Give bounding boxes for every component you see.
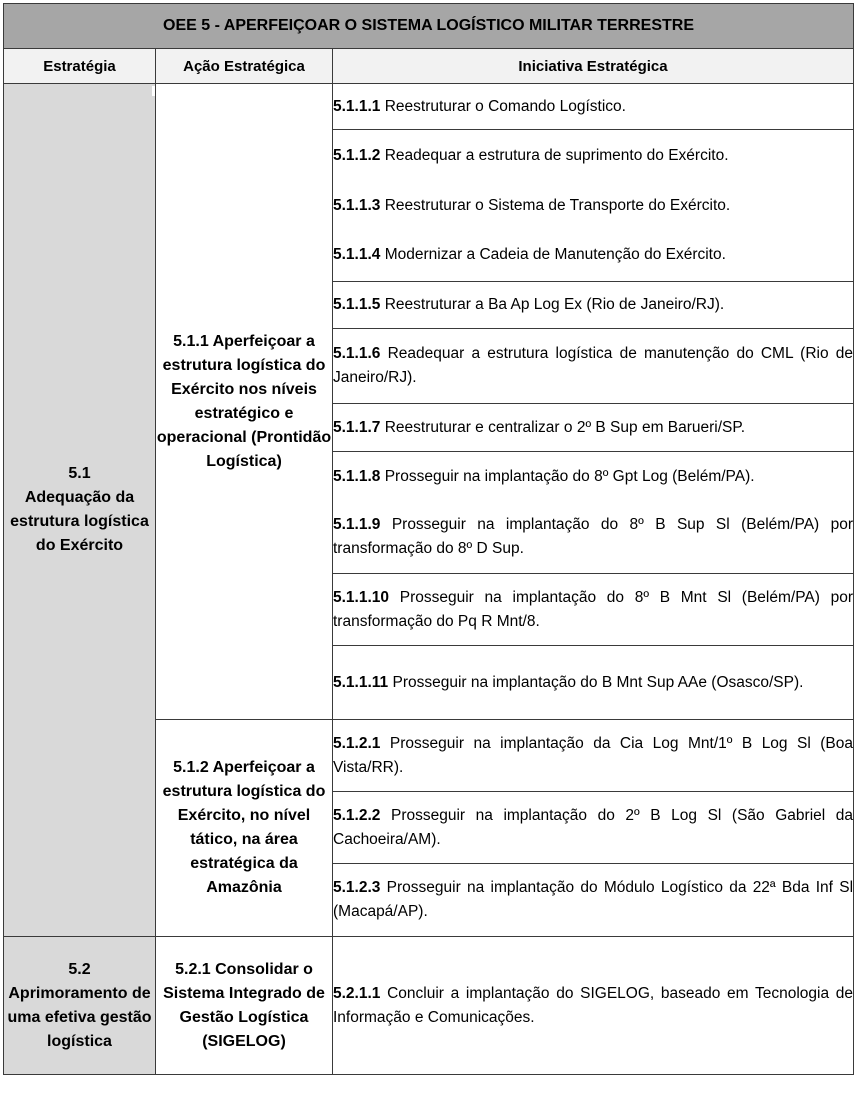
iniciativa-code: 5.1.2.2 xyxy=(333,806,381,824)
iniciativa-code: 5.1.1.7 xyxy=(333,418,381,436)
iniciativa-row xyxy=(333,404,854,452)
estrategia-5-2-label: 5.2 Aprimoramento de uma efetiva gestão logística xyxy=(7,960,152,1050)
iniciativa-text: Reestruturar o Sistema de Transporte do Exército. xyxy=(384,196,731,214)
iniciativa-code: 5.1.2.1 xyxy=(333,734,381,752)
strategy-table xyxy=(3,3,854,1075)
iniciativa-text: Prosseguir na implantação do 2º B Log Sl (São Gabriel da Cachoeira/AM). xyxy=(333,806,854,848)
iniciativa-row xyxy=(333,282,854,329)
iniciativa-text: Prosseguir na implantação do Módulo Logístico da 22ª Bda Inf Sl (Macapá/AP). xyxy=(333,879,854,920)
iniciativa-row xyxy=(333,84,854,130)
iniciativa-text: Modernizar a Cadeia de Manutenção do Exército. xyxy=(384,246,726,264)
iniciativa-text: Concluir a implantação do SIGELOG, baseado em Tecnologia de Informação e Comunicações. xyxy=(333,984,854,1026)
iniciativa-text: Readequar a estrutura de suprimento do Exército. xyxy=(384,146,729,164)
iniciativa-row xyxy=(333,720,854,792)
table-title: OEE 5 - APERFEIÇOAR O SISTEMA LOGÍSTICO MILITAR TERRESTRE xyxy=(4,4,854,49)
iniciativa-text: Prosseguir na implantação do 8º B Sup Sl (Belém/PA) por transformação do 8º D Sup. xyxy=(333,516,854,558)
iniciativa-code: 5.1.1.8 xyxy=(333,467,381,485)
iniciativa-text: Prosseguir na implantação do B Mnt Sup AAe (Osasco/SP). xyxy=(392,673,804,691)
iniciativa-row xyxy=(333,230,854,282)
header-iniciativa: Iniciativa Estratégica xyxy=(333,49,854,84)
acao-5-1-1 xyxy=(156,84,333,720)
iniciativa-row xyxy=(333,792,854,864)
estrategia-5-1 xyxy=(4,84,156,937)
iniciativa-row xyxy=(333,130,854,182)
iniciativa-row xyxy=(333,502,854,574)
iniciativa-code: 5.1.1.3 xyxy=(333,196,381,214)
iniciativa-code: 5.1.1.9 xyxy=(333,516,381,534)
acao-5-2-1 xyxy=(156,937,333,1075)
iniciativa-code: 5.1.1.11 xyxy=(333,673,389,691)
estrategia-5-2 xyxy=(4,937,156,1075)
divider-gap xyxy=(152,86,155,96)
iniciativa-code: 5.1.1.5 xyxy=(333,296,381,313)
header-estrategia: Estratégia xyxy=(4,49,156,84)
header-acao: Ação Estratégica xyxy=(156,49,333,84)
iniciativa-code: 5.1.1.2 xyxy=(333,146,381,164)
iniciativa-row xyxy=(333,574,854,646)
estrategia-5-1-label: 5.1 Adequação da estrutura logística do Exército xyxy=(10,465,149,554)
iniciativa-code: 5.1.1.1 xyxy=(333,97,381,115)
iniciativa-row xyxy=(333,182,854,230)
iniciativa-text: Reestruturar e centralizar o 2º B Sup em Barueri/SP. xyxy=(384,418,746,436)
acao-5-2-1-label: 5.2.1 Consolidar o Sistema Integrado de Gestão Logística (SIGELOG) xyxy=(163,960,325,1050)
iniciativa-text: Prosseguir na implantação do 8º Gpt Log (Belém/PA). xyxy=(384,467,755,485)
iniciativa-row xyxy=(333,329,854,404)
acao-5-1-1-label: 5.1.1 Aperfeiçoar a estrutura logística do Exército nos níveis estratégico e operacional (Prontidão Logística) xyxy=(156,332,332,470)
iniciativa-text: Prosseguir na implantação do 8º B Mnt Sl (Belém/PA) por transformação do Pq R Mnt/8. xyxy=(333,588,854,630)
iniciativa-text: Reestruturar a Ba Ap Log Ex (Rio de Janeiro/RJ). xyxy=(384,296,725,313)
iniciativa-row xyxy=(333,864,854,937)
iniciativa-row xyxy=(333,646,854,720)
iniciativa-row xyxy=(333,452,854,502)
iniciativa-code: 5.1.2.3 xyxy=(333,879,381,896)
acao-5-1-2 xyxy=(156,720,333,937)
iniciativa-code: 5.1.1.6 xyxy=(333,345,381,362)
iniciativa-text: Prosseguir na implantação da Cia Log Mnt/1º B Log Sl (Boa Vista/RR). xyxy=(333,734,854,776)
iniciativa-code: 5.1.1.4 xyxy=(333,246,381,264)
iniciativa-text: Readequar a estrutura logística de manutenção do CML (Rio de Janeiro/RJ). xyxy=(333,345,854,386)
acao-5-1-2-label: 5.1.2 Aperfeiçoar a estrutura logística do Exército, no nível tático, na área estratégica da Amazônia xyxy=(162,759,326,896)
iniciativa-code: 5.2.1.1 xyxy=(333,984,381,1002)
iniciativa-code: 5.1.1.10 xyxy=(333,588,390,606)
iniciativa-text: Reestruturar o Comando Logístico. xyxy=(384,97,626,115)
iniciativa-row xyxy=(333,937,854,1075)
